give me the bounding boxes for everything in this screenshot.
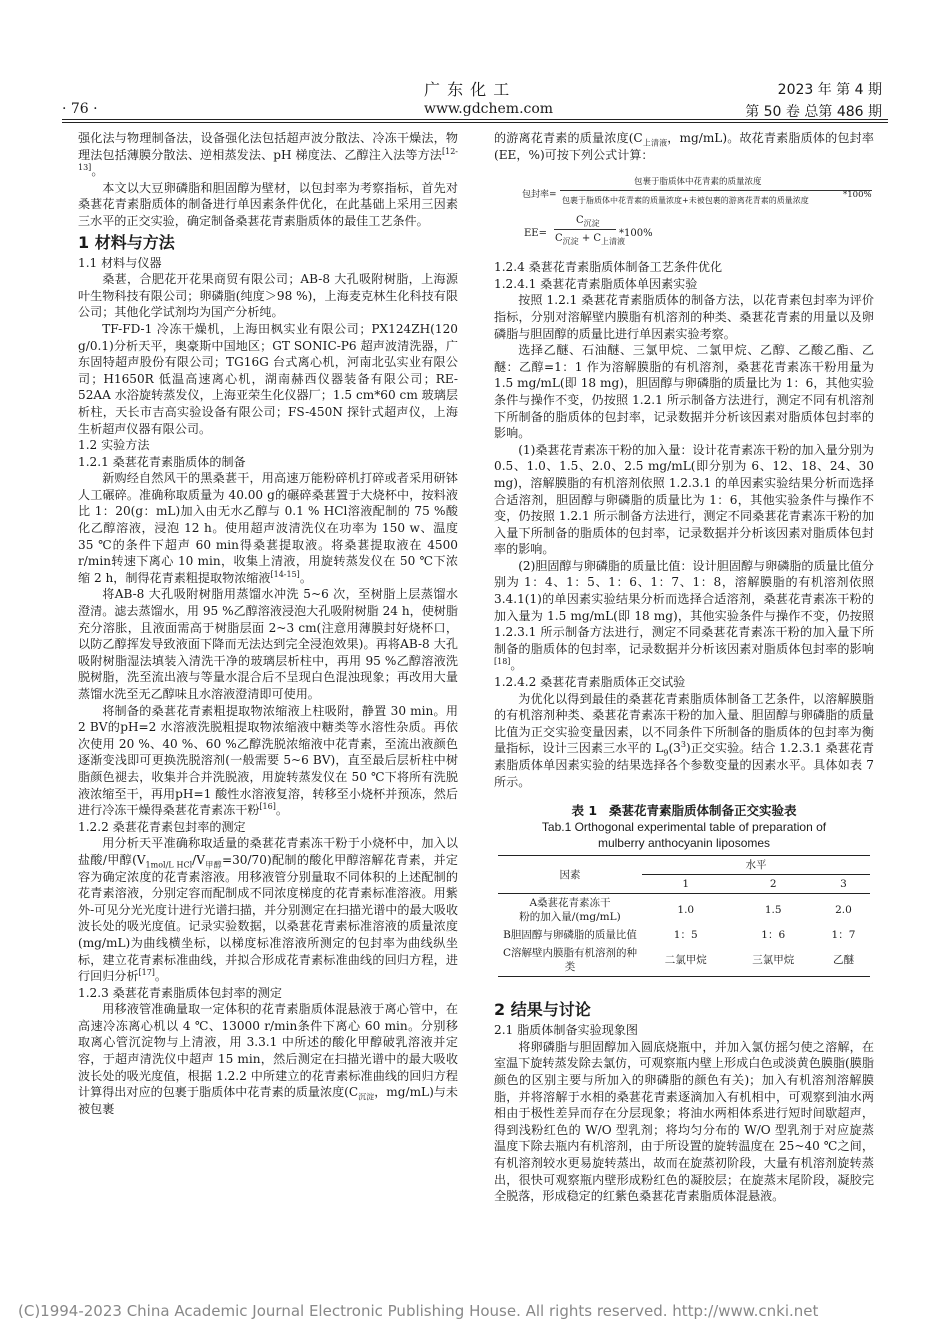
- copyright-footer: (C)1994-2023 China Academic Journal Electronic Publishing House. All rights reserved. http://www.cnki.net: [18, 1302, 819, 1320]
- formula-2-numerator: $C_{沉淀}$: [576, 215, 600, 229]
- left-column: [78, 130, 458, 1117]
- formula-1-denominator: 包裹于脂质体中花青素的质量浓度+未被包裹的游离花青素的质量浓度: [562, 196, 809, 206]
- formula-1-numerator: 包裹于脂质体中花青素的质量浓度: [634, 177, 762, 188]
- subsection-1-2-4-1: 1.2.4.1 桑葚花青素脂质体单因素实验: [494, 276, 698, 291]
- formula-2-tail: *100%: [619, 228, 653, 240]
- table-level-2: 2: [729, 875, 816, 894]
- header-rule-top: [62, 119, 888, 120]
- single-factor-paragraph-1: 按照 1.2.1 桑葚花青素脂质体的制备方法，以花青素包封率为评价指标，分别对溶解壁内膜脂有机溶剂的种类、桑葚花青素的用量以及卵磷脂与胆固醇的质量比进行单因素实验考察。: [494, 293, 874, 341]
- subsection-1-2-4-2: 1.2.4.2 桑葚花青素脂质体正交试验: [494, 675, 686, 690]
- formula-1-lhs: 包封率=: [522, 190, 557, 201]
- table-header-level: 水平: [642, 856, 870, 875]
- subsection-1-2-3: 1.2.3 桑葚花青素脂质体包封率的测定: [78, 985, 282, 1000]
- table-row-factor: C溶解壁内膜脂有机溶剂的种类: [498, 944, 642, 977]
- table-cell: 2.0: [835, 904, 852, 917]
- subsection-1-2: 1.2 实验方法: [78, 438, 150, 453]
- table-row: [498, 894, 870, 927]
- encapsulation-paragraph: 用移液管准确量取一定体积的花青素脂质体混悬液于离心管中，在高速冷冻离心机以 4 ℃、13000 r/min条件下离心 60 min。分别移取离心管沉淀物与上清液，用 3.3.1 中所述的酸化甲醇破乳溶液并定容，于超声清洗仪中超声 15 min，然后测定在扫描光谱中的最大吸收波长处的吸光度值，根据 1.2.2 中所建立的花青素标准曲线的回归方程计算得出对应的包裹于脂质体中花青素的质量浓度($C_{沉淀}$，mg/mL)与未被包裹: [78, 1002, 459, 1116]
- subsection-1-2-1: 1.2.1 桑葚花青素脂质体的制备: [78, 454, 246, 469]
- section-heading-2: 2 结果与讨论: [494, 1000, 591, 1020]
- table-cell: 1：5: [673, 929, 698, 942]
- formula-1-fraction-line: [560, 190, 872, 191]
- subsection-1-1: 1.1 材料与仪器: [78, 255, 162, 270]
- table-level-3: 3: [817, 875, 870, 894]
- page-number: · 76 ·: [62, 101, 98, 117]
- volume-info: 第 50 卷 总第 486 期: [745, 104, 882, 120]
- encapsulation-paragraph-cont: 的游离花青素的质量浓度($C_{上清液}$，mg/mL)。故花青素脂质体的包封率(EE，%)可按下列公式计算：: [494, 131, 874, 162]
- table-cell: 1：6: [761, 929, 786, 942]
- table-cell: 1：7: [831, 929, 856, 942]
- table-title-en-2: mulberry anthocyanin liposomes: [597, 836, 771, 851]
- formula-block: [494, 163, 874, 259]
- prep-paragraph-3: 将制备的桑葚花青素粗提取物浓缩液上柱吸附，静置 30 min。用 2 BV的pH=2 水溶液洗脱粗提取物浓缩液中糖类等水溶性杂质。再依次使用 20 %、40 %、60 %乙醇洗脱浓缩液中花青素，至流出液颜色逐渐变浅即可更换洗脱溶剂(一般需要 5~6 BV)，直至最后层析柱中树脂颜色褪去，收集并合并洗脱液，用旋转蒸发仪在 50 ℃下将所有洗脱液浓缩至干，再用pH=1 酸性水溶液复溶，转移至小烧杯并预冻，然后进行冷冻干燥得桑葚花青素冻干粉[16]。: [78, 703, 458, 818]
- issue-year: 2023 年 第 4 期: [777, 82, 882, 98]
- prep-paragraph-2: 将AB-8 大孔吸附树脂用蒸馏水冲洗 5~6 次，至树脂上层蒸馏水澄清。滤去蒸馏水，用 95 %乙醇溶液浸泡大孔吸附树脂 24 h，使树脂充分溶胀，且液面需高于树脂层面 2~3 cm(注意用薄膜封好烧杯口，以防乙醇挥发导致液面下降而无法达到完全浸泡效果)。再将AB-8 大孔吸附树脂湿法填装入清洗干净的玻璃层析柱中，再用 95 %乙醇溶液洗脱树脂，洗至流出液与等量水混合后不呈现白色混浊现象；再改用大量蒸馏水洗至无乙醇味且水溶液澄清即可使用。: [78, 587, 458, 701]
- table-cell: 1.0: [677, 904, 695, 917]
- orthogonal-paragraph: 为优化以得到最佳的桑葚花青素脂质体制备工艺条件，以溶解膜脂的有机溶剂种类、桑葚花青素冻干粉的加入量、胆固醇与卵磷脂的质量比值为正交实验变量因素，以不同条件下所制备的脂质体的包封率为衡量指标，设计三因素三水平的 $L_9(3^3)$正交实验。结合 1.2.3.1 桑葚花青素脂质体单因素实验的结果选择各个参数变量的因素水平。具体如表 7 所示。: [494, 691, 874, 789]
- table-cell: 二氯甲烷: [642, 944, 729, 977]
- results-paragraph: 将卵磷脂与胆固醇加入圆底烧瓶中，并加入氯仿摇匀使之溶解，在室温下旋转蒸发除去氯仿，可观察瓶内壁上形成白色或淡黄色膜脂(膜脂颜色的区别主要与所加入的卵磷脂的颜色有关)；加入有机溶剂溶解膜脂，并将溶解于水相的桑葚花青素逐滴加入有机相中，可观察到油水两相由于极性差异而存在分层现象；将油水两相体系进行短时间歇超声，得到浅粉红色的 W/O 型乳剂；将均匀分布的 W/O 型乳剂于对应旋蒸温度下除去瓶内有机溶剂，由于所设置的旋转温度在 25~40 ℃之间，有机溶剂较水更易旋转蒸出，故而在旋蒸初阶段，大量有机溶剂旋转蒸出，很快可观察瓶内壁形成粉红色的凝胶层；在旋蒸末尾阶段，凝胶完全脱落，形成稳定的红紫色桑葚花青素脂质体混悬液。: [494, 1039, 874, 1204]
- subsection-1-2-2: 1.2.2 桑葚花青素包封率的测定: [78, 819, 246, 834]
- table-title-en-1: Tab.1 Orthogonal experimental table of preparation of: [541, 820, 827, 835]
- table-header-factor: 因素: [498, 856, 642, 894]
- table-title: 表 1 桑葚花青素脂质体制备正交实验表: [571, 803, 797, 819]
- formula-1-tail: *100%: [843, 190, 872, 201]
- single-factor-paragraph-4: (2)胆固醇与卵磷脂的质量比值：设计胆固醇与卵磷脂的质量比值分别为 1：4、1：5、1：6、1：7、1：8，溶解膜脂的有机溶剂依照 3.4.1(1)的单因素实验结果分析而选择合适溶剂，桑葚花青素冻干粉的加入量为 1.5 mg/mL(即 18 mg)，其他实验条件与操作不变，仍按照 1.2.3.1 所示制备方法进行，测定不同桑葚花青素冻干粉的加入量下所制备的脂质体的包封率，记录数据并分析该因素对脂质体包封率的影响[18]。: [494, 558, 874, 673]
- header-rule-bottom: [62, 122, 888, 123]
- orthogonal-table: [498, 855, 870, 977]
- single-factor-paragraph-2: 选择乙醚、石油醚、三氯甲烷、二氯甲烷、乙醇、乙酸乙酯、乙醚：乙醇=1：1 作为溶解膜脂的有机溶剂，桑葚花青素冻干粉用量为 1.5 mg/mL(即 18 mg)，胆固醇与卵磷脂的质量比为 1：6，其他实验条件与操作不变，仍按照 1.2.1 所示制备方法进行，测定不同有机溶剂下所制备的脂质体的包封率，记录数据并分析该因素对脂质体包封率的影响。: [494, 343, 874, 441]
- journal-website[interactable]: www.gdchem.com: [424, 101, 554, 117]
- table-cell: 1.5: [764, 904, 782, 917]
- determination-paragraph: 用分析天平准确称取适量的桑葚花青素冻干粉于小烧杯中，加入以盐酸/甲醇$(V_{1mol/L HCl}/V_{甲醇}=30/70)$配制的酸化甲醇溶解花青素，并定容为确定浓度的花青素溶液。用移液管分别量取不同体积的上述配制的花青素溶液，分别定容而配制成不同浓度梯度的花青素标准溶液。用紫外-可见分光光度计进行光谱扫描，并分别测定在扫描光谱中的最大吸收波长处的吸光度值。记录实验数据，以桑葚花青素标准溶液的质量浓度(mg/mL)为曲线横坐标，以梯度标准溶液所测定的包封率为曲线纵坐标，建立花青素标准曲线，并拟合形成花青素标准曲线的回归方程，进行回归分析[17]。: [78, 836, 458, 984]
- materials-paragraph: 桑葚，合肥花开花果商贸有限公司；AB-8 大孔吸附树脂，上海源叶生物科技有限公司；卵磷脂(纯度＞98 %)，上海麦克林生化科技有限公司；其他化学试剂均为国产分析纯。: [78, 272, 458, 320]
- subsection-1-2-4: 1.2.4 桑葚花青素脂质体制备工艺条件优化: [494, 260, 723, 275]
- intro-paragraph-1: 强化法与物理制备法，设备强化法包括超声波分散法、冷冻干燥法，物理法包括薄膜分散法、逆相蒸发法、pH 梯度法、乙醇注入法等方法[12-13]。: [78, 131, 458, 179]
- formula-2-fraction-line: [554, 229, 616, 230]
- table-cell: 三氯甲烷: [729, 944, 816, 977]
- right-column: [494, 130, 874, 1205]
- formula-2-lhs: EE=: [524, 228, 547, 240]
- table-level-1: 1: [642, 875, 729, 894]
- table-row: [498, 926, 870, 944]
- instruments-paragraph: TF-FD-1 冷冻干燥机，上海田枫实业有限公司；PX124ZH(120 g/0.1)分析天平，奥豪斯中国地区；GT SONIC-P6 超声波清洗器，广东固特超声股份有限公司；TG16G 台式离心机，河南北弘实业有限公司；H1650R 低温高速离心机，湖南赫西仪器装备有限公司；RE-52AA 水浴旋转蒸发仪，上海亚荣生化仪器厂；1.5 cm*60 cm 玻璃层析柱，天长市吉高实验设备有限公司；FS-450N 探针式超声仪，上海生析超声仪器有限公司。: [78, 321, 458, 436]
- journal-name: 广 东 化 工: [424, 80, 511, 99]
- table-row-factor: B胆固醇与卵磷脂的质量比值: [503, 929, 637, 942]
- table-row-factor: A桑葚花青素冻干 粉的加入量/(mg/mL): [519, 897, 621, 924]
- section-heading-1: 1 材料与方法: [78, 232, 175, 252]
- subsection-2-1: 2.1 脂质体制备实验现象图: [494, 1023, 639, 1038]
- formula-2-denominator: $C_{沉淀} + C_{上清液}$: [555, 233, 626, 247]
- table-cell: 乙醚: [817, 944, 870, 977]
- prep-paragraph-1: 新购经自然风干的黑桑葚干，用高速万能粉碎机打碎或者采用研钵人工碾碎。准确称取质量为 40.00 g的碾碎桑葚置于大烧杯中，按料液比 1：20(g：mL)加入由无水乙醇与 0.1 % HCl溶液配制的 75 %酸化乙醇溶液，浸泡 12 h。使用超声波清洗仪在功率为 150 w、温度 35 ℃的条件下超声 60 min得桑葚提取液。将桑葚提取液在 4500 r/min转速下离心 10 min，收集上清液，用旋转蒸发仪在 50 ℃下浓缩 2 h，制得花青素粗提取物浓缩液[14-15]。: [78, 471, 458, 585]
- table-row: [498, 944, 870, 977]
- single-factor-paragraph-3: (1)桑葚花青素冻干粉的加入量：设计花青素冻干粉的加入量分别为 0.5、1.0、1.5、2.0、2.5 mg/mL(即分别为 6、12、18、24、30 mg)，溶解膜脂的有机溶剂依照 1.2.3.1 的单因素实验结果分析而选择合适溶剂，胆固醇与卵磷脂的质量比为 1：6，其他实验条件与操作不变，仍按照 1.2.1 所示制备方法进行，测定不同桑葚花青素冻干粉的加入量下所制备的脂质体的包封率，记录数据并分析该因素对脂质体包封率的影响。: [494, 442, 874, 557]
- intro-paragraph-2: 本文以大豆卵磷脂和胆固醇为壁材，以包封率为考察指标，首先对桑葚花青素脂质体的制备进行单因素条件优化，在此基础上采用三因素三水平的正交实验，确定制备桑葚花青素脂质体的最佳工艺条件。: [78, 180, 458, 228]
